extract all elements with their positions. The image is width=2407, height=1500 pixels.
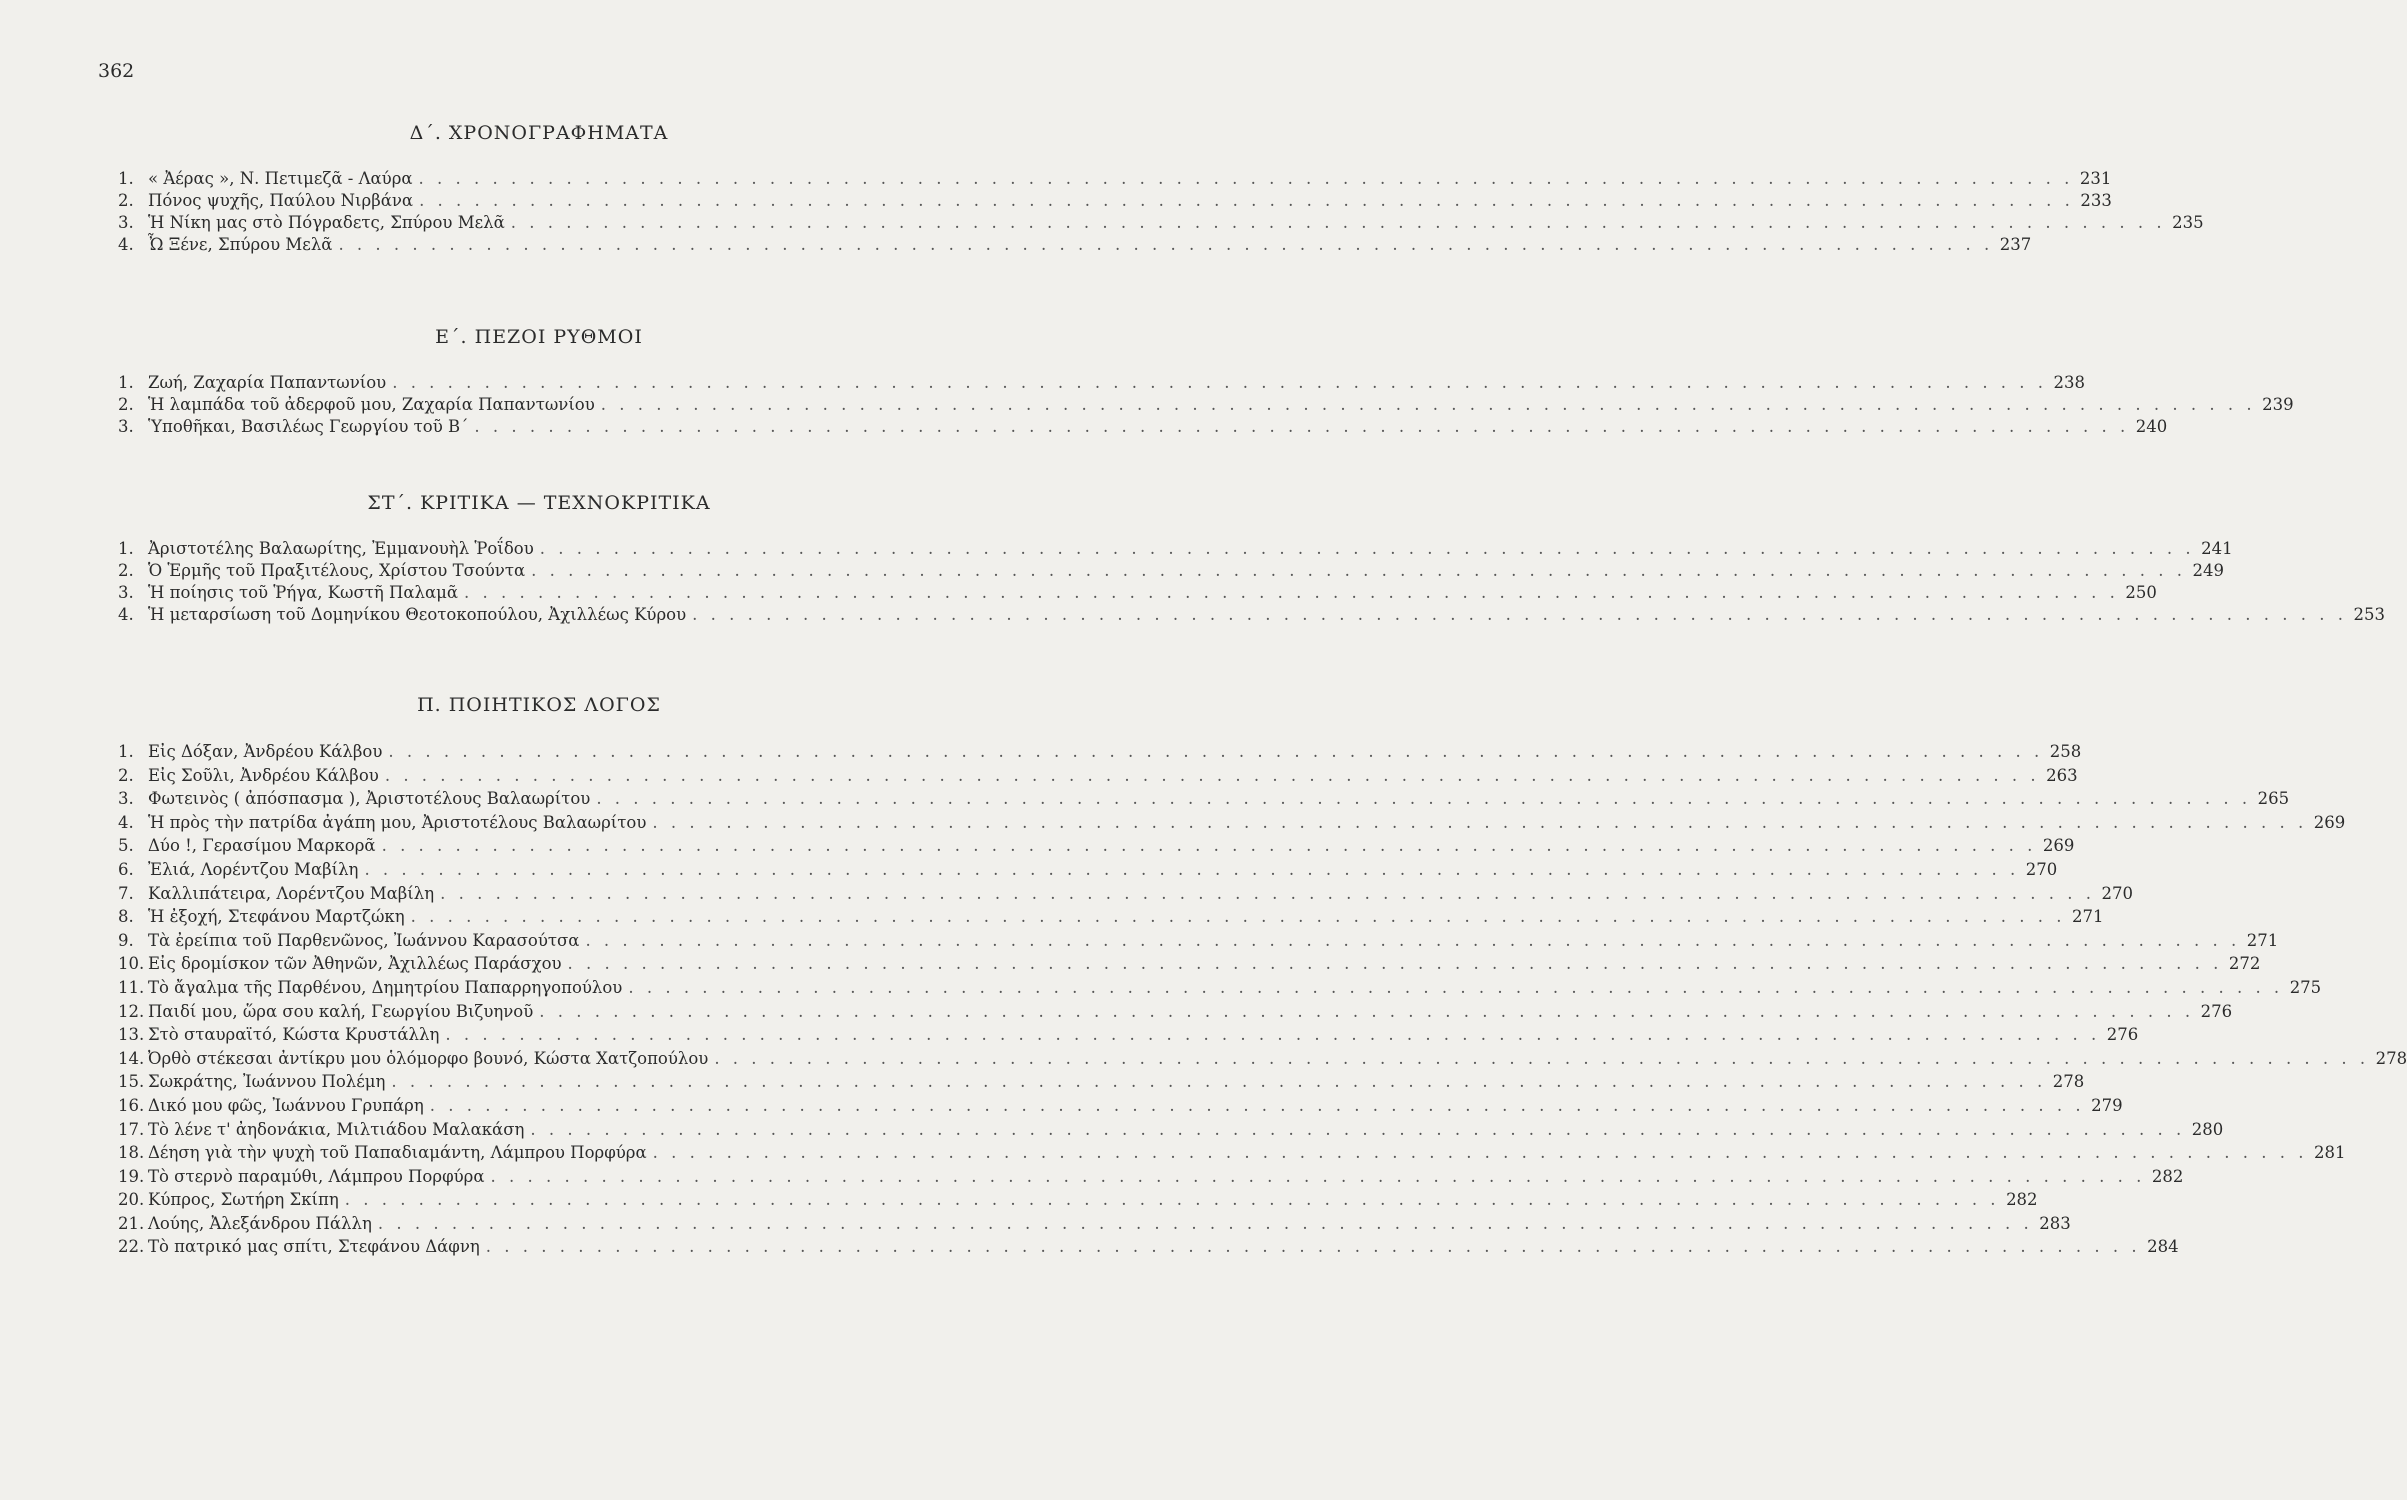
dot-leader (474, 416, 2129, 438)
entry-page: 281 (2313, 1143, 2346, 1163)
toc-entry (118, 764, 2078, 788)
entry-title: Εἰς δρομίσκον τῶν Ἀθηνῶν, Ἀχιλλέως Παράσχου (148, 954, 562, 974)
entry-page: 270 (2101, 883, 2133, 903)
dot-leader (652, 811, 2307, 835)
entry-number: 9. (118, 930, 134, 950)
dot-leader (385, 764, 2040, 788)
toc-entry (118, 882, 2133, 906)
entry-title: Ἡ ποίησις τοῦ Ῥήγα, Κωστῆ Παλαμᾶ (148, 583, 459, 602)
entry-list (118, 372, 2294, 438)
toc-entry (118, 190, 2112, 212)
toc-entry (118, 1188, 2038, 1212)
entry-page: 258 (2049, 742, 2082, 761)
dot-leader (628, 976, 2283, 1000)
entry-title: Φωτεινὸς ( ἀπόσπασμα ), Ἀριστοτέλους Βαλαωρίτου (148, 789, 591, 809)
entry-page: 237 (1999, 235, 2032, 254)
entry-title: Ἡ λαμπάδα τοῦ ἀδερφοῦ μου, Ζαχαρία Παπαντωνίου (148, 395, 595, 414)
entry-number: 3. (118, 583, 134, 602)
entry-page: 233 (2080, 191, 2112, 210)
dot-leader (540, 538, 2195, 560)
entry-number: 14. (118, 1048, 145, 1068)
entry-number: 15. (118, 1072, 145, 1092)
toc-entry (118, 582, 2157, 604)
entry-number: 6. (118, 859, 134, 879)
section-title: ΣΤ΄. ΚΡΙΤΙΚΑ — ΤΕΧΝΟΚΡΙΤΙΚΑ (367, 492, 711, 514)
dot-leader (430, 1094, 2085, 1118)
entry-page: 278 (2052, 1072, 2085, 1092)
toc-entry (118, 234, 2032, 256)
entry-title: Ὁ Ἑρμῆς τοῦ Πραξιτέλους, Χρίστου Τσούντα (148, 561, 526, 580)
entry-number: 3. (118, 213, 134, 232)
toc-entry (118, 604, 2385, 626)
dot-leader (445, 1023, 2100, 1047)
dot-leader (419, 190, 2074, 212)
dot-leader (601, 394, 2256, 416)
entry-page: 271 (2246, 930, 2279, 950)
entry-page: 272 (2228, 954, 2261, 974)
entry-page: 271 (2071, 907, 2104, 927)
entry-title: Δύο !, Γερασίμου Μαρκορᾶ (148, 836, 376, 856)
toc-entry (118, 1212, 2071, 1236)
entry-title: Τὸ λένε τ' ἀηδονάκια, Μιλτιάδου Μαλακάση (148, 1119, 525, 1139)
toc-entry (118, 858, 2058, 882)
toc-entry (118, 168, 2112, 190)
section-title: Δ΄. ΧΡΟΝΟΓΡΑΦΗΜΑΤΑ (409, 122, 669, 144)
entry-number: 13. (118, 1025, 145, 1045)
entry-number: 2. (118, 765, 134, 785)
entry-title: Τὸ στερνὸ παραμύθι, Λάμπρου Πορφύρα (148, 1166, 485, 1186)
toc-entry (118, 976, 2322, 1000)
entry-number: 12. (118, 1001, 145, 1021)
entry-title: Παιδί μου, ὥρα σου καλή, Γεωργίου Βιζυηνοῦ (148, 1001, 534, 1021)
entry-title: Ἡ ἐξοχή, Στεφάνου Μαρτζώκη (148, 907, 405, 927)
entry-page: 275 (2289, 977, 2322, 997)
entry-number: 4. (118, 605, 134, 624)
toc-entry (118, 1165, 2184, 1189)
entry-page: 282 (2151, 1166, 2184, 1186)
toc-entry (118, 1000, 2233, 1024)
entry-list (118, 740, 2407, 1259)
toc-entry (118, 538, 2233, 560)
entry-page: 238 (2053, 373, 2086, 392)
entry-number: 4. (118, 235, 134, 254)
entry-title: Ἀριστοτέλης Βαλαωρίτης, Ἐμμανουὴλ Ῥοΐδου (148, 539, 534, 558)
toc-entry (118, 394, 2294, 416)
dot-leader (491, 1165, 2146, 1189)
entry-title: Ὑποθῆκαι, Βασιλέως Γεωργίου τοῦ Β΄ (148, 417, 469, 436)
entry-title: Δέηση γιὰ τὴν ψυχὴ τοῦ Παπαδιαμάντη, Λάμπρου Πορφύρα (148, 1143, 647, 1163)
entry-page: 269 (2313, 812, 2346, 832)
entry-title: Πόνος ψυχῆς, Παύλου Νιρβάνα (148, 191, 414, 210)
entry-page: 283 (2039, 1213, 2071, 1233)
entry-page: 276 (2106, 1025, 2139, 1045)
dot-leader (391, 1070, 2046, 1094)
entry-page: 280 (2191, 1119, 2224, 1139)
dot-leader (596, 787, 2251, 811)
entry-page: 240 (2135, 417, 2168, 436)
entry-title: Ὦ Ξένε, Σπύρου Μελᾶ (148, 235, 333, 254)
section-title: Ε΄. ΠΕΖΟΙ ΡΥΘΜΟΙ (435, 326, 643, 348)
dot-leader (411, 905, 2066, 929)
dot-leader (539, 1000, 2194, 1024)
entry-title: Ζωή, Ζαχαρία Παπαντωνίου (148, 373, 387, 392)
entry-page: 253 (2353, 605, 2385, 624)
toc-entry (118, 372, 2086, 394)
toc-entry (118, 811, 2346, 835)
entry-title: Ὀρθὸ στέκεσαι ἀντίκρυ μου ὁλόμορφο βουνό, Κώστα Χατζοπούλου (148, 1048, 709, 1068)
dot-leader (568, 952, 2223, 976)
entry-title: Καλλιπάτειρα, Λορέντζου Μαβίλη (148, 883, 435, 903)
dot-leader (378, 1212, 2033, 1236)
section-chronografimata (118, 118, 2204, 256)
toc-entry (118, 560, 2224, 582)
section-poiitikos-logos (118, 690, 2407, 1259)
dot-leader (419, 168, 2074, 190)
toc-entry (118, 1141, 2346, 1165)
toc-entry (118, 952, 2261, 976)
entry-list (118, 168, 2204, 256)
entry-number: 2. (118, 191, 134, 210)
entry-number: 22. (118, 1237, 145, 1257)
entry-number: 17. (118, 1119, 145, 1139)
entry-page: 276 (2200, 1001, 2233, 1021)
entry-number: 3. (118, 417, 134, 436)
entry-title: Στὸ σταυραϊτό, Κώστα Κρυστάλλη (148, 1025, 440, 1045)
toc-entry (118, 1023, 2139, 1047)
entry-number: 10. (118, 954, 145, 974)
entry-page: 279 (2091, 1095, 2123, 1115)
entry-title: Ἡ πρὸς τὴν πατρίδα ἀγάπη μου, Ἀριστοτέλους Βαλαωρίτου (148, 812, 647, 832)
entry-title: Τὸ πατρικό μας σπίτι, Στεφάνου Δάφνη (148, 1237, 480, 1257)
entry-number: 2. (118, 395, 134, 414)
dot-leader (531, 560, 2186, 582)
toc-entry (118, 787, 2290, 811)
entry-number: 20. (118, 1190, 145, 1210)
entry-title: Εἰς Σοῦλι, Ἀνδρέου Κάλβου (148, 765, 379, 785)
dot-leader (714, 1047, 2369, 1071)
entry-page: 231 (2079, 169, 2112, 188)
dot-leader (511, 212, 2166, 234)
dot-leader (388, 740, 2043, 764)
entry-title: Λούης, Ἀλεξάνδρου Πάλλη (148, 1213, 372, 1233)
toc-entry (118, 1118, 2224, 1142)
dot-leader (585, 929, 2240, 953)
entry-page: 265 (2257, 789, 2290, 809)
dot-leader (692, 604, 2347, 626)
section-title: Π. ΠΟΙΗΤΙΚΟΣ ΛΟΓΟΣ (417, 694, 661, 716)
entry-title: Ἡ Νίκη μας στὸ Πόγραδετς, Σπύρου Μελᾶ (148, 213, 505, 232)
dot-leader (345, 1188, 2000, 1212)
entry-number: 2. (118, 561, 134, 580)
entry-list (118, 538, 2385, 626)
section-pezoi-rythmoi (118, 322, 2294, 438)
entry-title: Εἰς Δόξαν, Ἀνδρέου Κάλβου (148, 742, 383, 761)
entry-number: 1. (118, 169, 134, 188)
entry-title: Σωκράτης, Ἰωάννου Πολέμη (148, 1072, 386, 1092)
entry-number: 16. (118, 1095, 145, 1115)
entry-number: 3. (118, 789, 134, 809)
toc-entry (118, 1235, 2179, 1259)
toc-entry (118, 929, 2279, 953)
entry-title: Ἐλιά, Λορέντζου Μαβίλη (148, 859, 359, 879)
entry-number: 5. (118, 836, 134, 856)
entry-page: 241 (2201, 539, 2233, 558)
entry-number: 4. (118, 812, 134, 832)
entry-title: Ἡ μεταρσίωση τοῦ Δομηνίκου Θεοτοκοπούλου, Ἀχιλλέως Κύρου (148, 605, 687, 624)
dot-leader (530, 1118, 2185, 1142)
entry-title: Τὸ ἄγαλμα τῆς Παρθένου, Δημητρίου Παπαρρηγοπούλου (148, 977, 623, 997)
page-number: 362 (98, 60, 135, 82)
dot-leader (440, 882, 2095, 906)
entry-title: Δικό μου φῶς, Ἰωάννου Γρυπάρη (148, 1095, 424, 1115)
dot-leader (653, 1141, 2308, 1165)
entry-page: 278 (2375, 1048, 2407, 1068)
entry-page: 239 (2262, 395, 2294, 414)
toc-entry (118, 212, 2204, 234)
entry-title: Τὰ ἐρείπια τοῦ Παρθενῶνος, Ἰωάννου Καρασούτσα (148, 930, 580, 950)
entry-title: Κύπρος, Σωτήρη Σκίπη (148, 1190, 339, 1210)
toc-entry (118, 1094, 2123, 1118)
dot-leader (486, 1235, 2141, 1259)
toc-entry (118, 416, 2168, 438)
entry-number: 8. (118, 907, 134, 927)
dot-leader (392, 372, 2047, 394)
dot-leader (338, 234, 1993, 256)
entry-number: 18. (118, 1143, 145, 1163)
toc-entry (118, 740, 2082, 764)
entry-page: 263 (2046, 765, 2078, 785)
entry-page: 235 (2172, 213, 2204, 232)
dot-leader (364, 858, 2019, 882)
entry-page: 250 (2125, 583, 2157, 602)
entry-number: 1. (118, 539, 134, 558)
toc-entry (118, 905, 2104, 929)
dot-leader (382, 834, 2037, 858)
dot-leader (464, 582, 2119, 604)
entry-page: 282 (2006, 1190, 2038, 1210)
entry-number: 1. (118, 742, 134, 761)
entry-number: 19. (118, 1166, 145, 1186)
entry-number: 11. (118, 977, 145, 997)
entry-page: 270 (2025, 859, 2058, 879)
toc-entry (118, 1070, 2085, 1094)
entry-number: 21. (118, 1213, 145, 1233)
entry-page: 269 (2042, 836, 2075, 856)
toc-entry (118, 1047, 2407, 1071)
section-kritika (118, 488, 2385, 626)
entry-title: « Ἀέρας », Ν. Πετιμεζᾶ - Λαύρα (148, 169, 413, 188)
entry-page: 284 (2147, 1237, 2179, 1257)
entry-number: 7. (118, 883, 134, 903)
entry-number: 1. (118, 373, 134, 392)
toc-entry (118, 834, 2075, 858)
entry-page: 249 (2192, 561, 2224, 580)
